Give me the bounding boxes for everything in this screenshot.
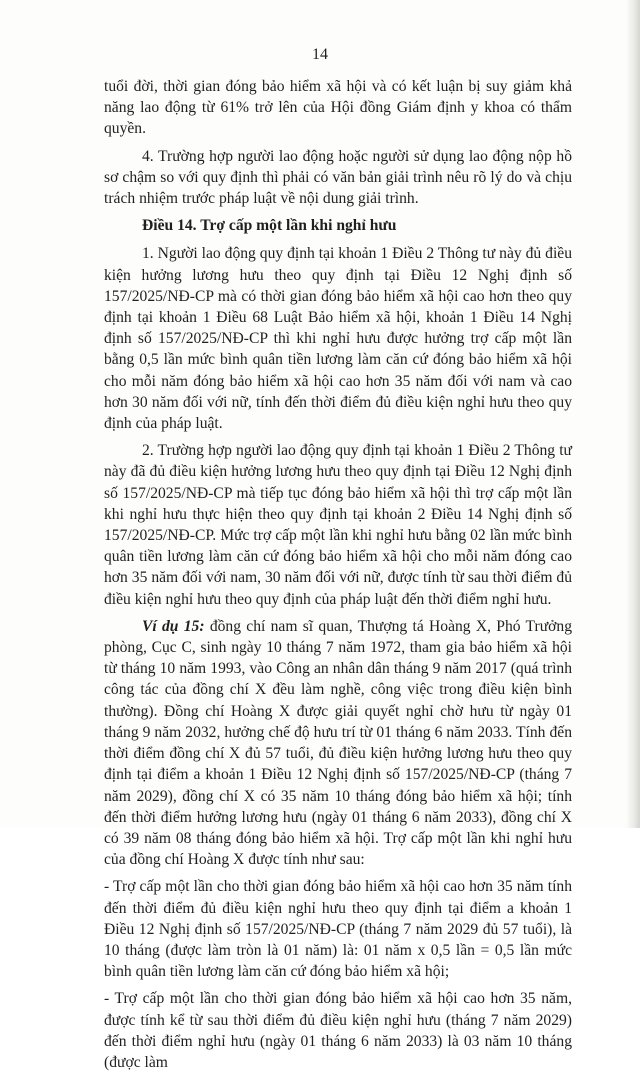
paragraph-example <box>104 616 572 870</box>
document-body <box>104 76 572 1079</box>
scan-edge-shadow <box>626 0 640 828</box>
bullet-item: - Trợ cấp một lần cho thời gian đóng bảo hiểm xã hội cao hơn 35 năm tính đến thời điểm đủ điều kiện nghỉ hưu theo quy định tại điểm a khoản 1 Điều 12 Nghị định số 157/2025/NĐ-CP (tháng 7 năm 2029 đủ 57 tuổi), là 10 tháng (được làm tròn là 01 năm) là: 01 năm x 0,5 lần = 0,5 lần mức bình quân tiền lương làm căn cứ đóng bảo hiểm xã hội; <box>104 878 572 981</box>
article-heading: Điều 14. Trợ cấp một lần khi nghỉ hưu <box>142 217 397 235</box>
paragraph-clause-1: 1. Người lao động quy định tại khoản 1 Điều 2 Thông tư này đủ điều kiện hưởng lương hưu theo quy định tại Điều 12 Nghị định số 157/2025/NĐ-CP mà có thời gian đóng bảo hiểm xã hội cao hơn theo quy định tại khoản 1 Điều 68 Luật Bảo hiểm xã hội, khoản 1 Điều 14 Nghị định số 157/2025/NĐ-CP thì khi nghỉ hưu được hưởng trợ cấp một lần bằng 0,5 lần mức bình quân tiền lương làm căn cứ đóng bảo hiểm xã hội cho mỗi năm đóng bảo hiểm xã hội cao hơn 35 năm đối với nam và cao hơn 30 năm đối với nữ, tính đến thời điểm đủ điều kiện nghỉ hưu theo quy định của pháp luật. <box>104 245 572 433</box>
paragraph-continuation: tuổi đời, thời gian đóng bảo hiểm xã hội và có kết luận bị suy giảm khả năng lao động từ 61% trở lên của Hội đồng Giám định y khoa có thẩm quyền. <box>104 78 572 138</box>
page-number: 14 <box>312 46 328 63</box>
bullet-item: - Trợ cấp một lần cho thời gian đóng bảo hiểm xã hội cao hơn 35 năm, được tính kể từ sau thời điểm đủ điều kiện nghỉ hưu (tháng 7 năm 2029) đến thời điểm nghỉ hưu (ngày 01 tháng 6 năm 2033) là 03 năm 10 tháng (được làm <box>104 990 572 1071</box>
paragraph-clause-2: 2. Trường hợp người lao động quy định tại khoản 1 Điều 2 Thông tư này đã đủ điều kiện hưởng lương hưu theo quy định tại Điều 12 Nghị định số 157/2025/NĐ-CP mà tiếp tục đóng bảo hiểm xã hội thì trợ cấp một lần khi nghỉ hưu thực hiện theo quy định tại khoản 2 Điều 14 Nghị định số 157/2025/NĐ-CP. Mức trợ cấp một lần khi nghỉ hưu bằng 02 lần mức bình quân tiền lương làm căn cứ đóng bảo hiểm xã hội cho mỗi năm đóng cao hơn 35 năm đối với nam, 30 năm đối với nữ, được tính từ sau thời điểm đủ điều kiện nghỉ hưu theo quy định của pháp luật đến thời điểm nghỉ hưu. <box>104 442 572 608</box>
example-text: đồng chí nam sĩ quan, Thượng tá Hoàng X, Phó Trưởng phòng, Cục C, sinh ngày 10 tháng 7 năm 1972, tham gia bảo hiểm xã hội từ tháng 10 năm 1993, vào Công an nhân dân tháng 9 năm 2017 (quá trình công tác của đồng chí X đều làm nghề, công việc trong điều kiện bình thường). Đồng chí Hoàng X được giải quyết nghỉ chờ hưu từ ngày 01 tháng 9 năm 2032, hưởng chế độ hưu trí từ 01 tháng 6 năm 2033. Tính đến thời điểm đồng chí X đủ 57 tuổi, đủ điều kiện hưởng lương hưu theo quy định tại điểm a khoản 1 Điều 12 Nghị định số 157/2025/NĐ-CP (tháng 7 năm 2029), đồng chí X có 35 năm 10 tháng đóng bảo hiểm xã hội; tính đến thời điểm hưởng lương hưu (ngày 01 tháng 6 năm 2033), đồng chí X có 39 năm 08 tháng đóng bảo hiểm xã hội. Trợ cấp một lần khi nghỉ hưu của đồng chí Hoàng X được tính như sau: <box>104 617 573 869</box>
example-label: Ví dụ 15: <box>142 617 205 635</box>
paragraph-clause-4: 4. Trường hợp người lao động hoặc người sử dụng lao động nộp hồ sơ chậm so với quy định thì phải có văn bản giải trình nêu rõ lý do và chịu trách nhiệm trước pháp luật về nội dung giải trình. <box>104 147 572 208</box>
